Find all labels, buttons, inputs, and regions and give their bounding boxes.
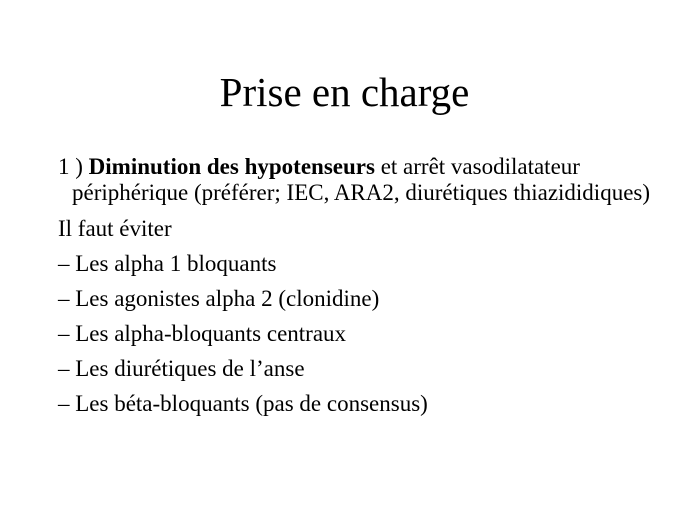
- point-1-bold-text: Diminution des hypotenseurs: [88, 154, 375, 179]
- avoid-item-5: – Les béta-bloquants (pas de consensus): [58, 391, 428, 416]
- avoid-item-1: – Les alpha 1 bloquants: [58, 251, 277, 276]
- avoid-item-3: – Les alpha-bloquants centraux: [58, 321, 347, 346]
- slide-title: Prise en charge: [219, 69, 470, 115]
- avoid-item-4: – Les diurétiques de l’anse: [58, 356, 305, 381]
- point-1-prefix: 1 ): [58, 154, 89, 179]
- avoid-item-2: – Les agonistes alpha 2 (clonidine): [58, 286, 380, 311]
- slide-content: [58, 154, 658, 417]
- point-1-rest-text: et arrêt vasodilatateur périphérique (préférer; IEC, ARA2, diurétiques thiazididiques): [72, 154, 651, 205]
- point-1: [58, 154, 658, 206]
- avoid-heading: Il faut éviter: [58, 216, 172, 241]
